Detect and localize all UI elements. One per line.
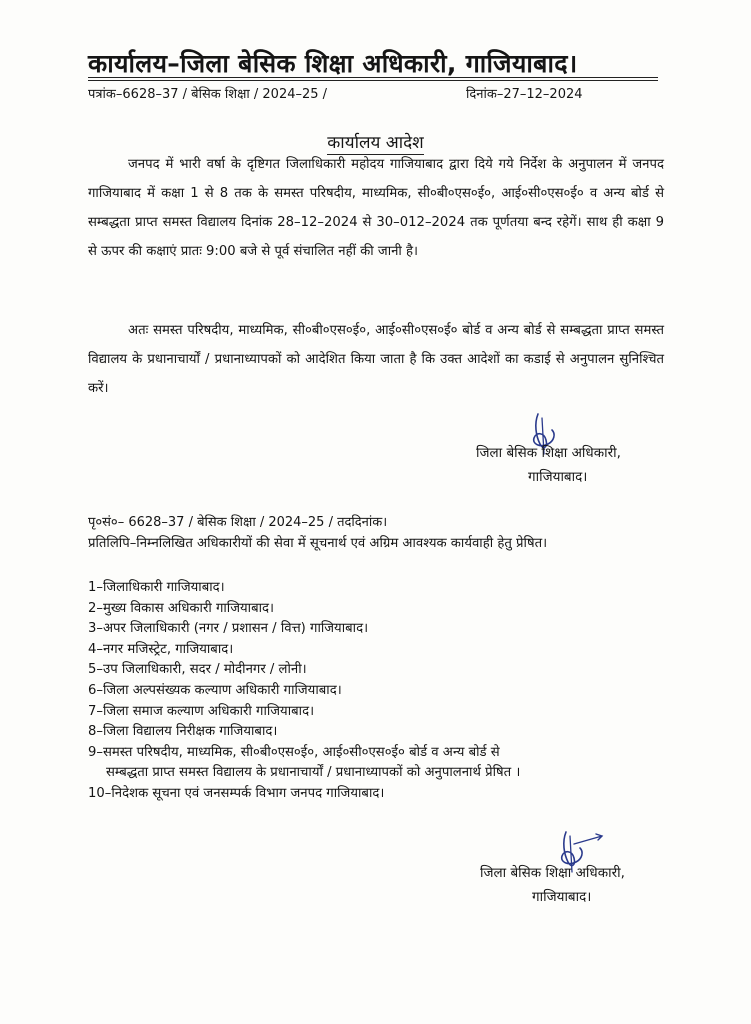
list-item: 5–उप जिलाधिकारी, सदर / मोदीनगर / लोनी। [88, 662, 307, 678]
list-item: 1–जिलाधिकारी गाजियाबाद। [88, 580, 225, 595]
list-item-line-1: 9–समस्त परिषदीय, माध्यमिक, सी०बी०एस०ई०, आई०सी०एस०ई० बोर्ड व अन्य बोर्ड से [88, 744, 500, 760]
list-item: 7–जिला समाज कल्याण अधिकारी गाजियाबाद। [88, 703, 315, 719]
list-item: 3–अपर जिलाधिकारी (नगर / प्रशासन / वित्त) गाजियाबाद। [88, 621, 369, 637]
list-item: 6–जिला अल्पसंख्यक कल्याण अधिकारी गाजियाबाद। [88, 682, 342, 698]
signatory-place: गाजियाबाद। [532, 889, 592, 905]
order-paragraph-2-text: अतः समस्त परिषदीय, माध्यमिक, सी०बी०एस०ई०, आई०सी०एस०ई० बोर्ड व अन्य बोर्ड से सम्बद्धता प्राप्त समस्त विद्यालय के प्रधानाचार्यों / प्रधानाध्यापकों को आदेशित किया जाता है कि उक्त आदेशों का कडाई से अनुपालन सुनिश्चित करें। [88, 323, 664, 396]
copy-reference-line: पृ०सं०– 6628–37 / बेसिक शिक्षा / 2024–25 / तददिनांक। [88, 515, 388, 530]
list-item: 4–नगर मजिस्ट्रेट, गाजियाबाद। [88, 641, 234, 657]
order-title: कार्यालय आदेश [327, 133, 424, 153]
letter-number: पत्रांक–6628–37 / बेसिक शिक्षा / 2024–25 / [88, 87, 328, 102]
header-rule-bottom [88, 80, 658, 81]
list-item: 8–जिला विद्यालय निरीक्षक गाजियाबाद। [88, 724, 278, 740]
list-item-line-2: सम्बद्धता प्राप्त समस्त विद्यालय के प्रधानाचार्यों / प्रधानाध्यापकों को अनुपालनार्थ प्रेषित । [106, 765, 521, 781]
reference-line [88, 84, 661, 102]
copy-intro: प्रतिलिपि–निम्नलिखित अधिकारीयों की सेवा में सूचनार्थ एवं अग्रिम आवश्यक कार्यवाही हेतु प्रेषित। [88, 536, 548, 551]
signature-block-2 [480, 861, 625, 909]
letter-date: दिनांक–27–12–2024 [466, 87, 583, 102]
list-item [88, 743, 668, 784]
signatory-place: गाजियाबाद। [528, 469, 588, 485]
signature-block-1 [476, 441, 621, 489]
list-item: 2–मुख्य विकास अधिकारी गाजियाबाद। [88, 600, 275, 616]
signatory-designation: जिला बेसिक शिक्षा अधिकारी, [476, 445, 621, 461]
header-rule-top [88, 77, 658, 78]
office-title: कार्यालय–जिला बेसिक शिक्षा अधिकारी, गाजियाबाद। [88, 49, 578, 78]
order-paragraph-1 [88, 150, 664, 266]
signatory-designation: जिला बेसिक शिक्षा अधिकारी, [480, 865, 625, 881]
list-item: 10–निदेशक सूचना एवं जनसम्पर्क विभाग जनपद गाजियाबाद। [88, 785, 385, 801]
order-paragraph-2 [88, 316, 664, 403]
copy-recipients-list [88, 578, 668, 805]
order-paragraph-1-text: जनपद में भारी वर्षा के दृष्टिगत जिलाधिकारी महोदय गाजियाबाद द्वारा दिये गये निर्देश के अनुपालन में जनपद गाजियाबाद में कक्षा 1 से 8 तक के समस्त परिषदीय, माध्यमिक, सी०बी०एस०ई०, आई०सी०एस०ई० व अन्य बोर्ड से सम्बद्धता प्राप्त समस्त विद्यालय दिनांक 28–12–2024 से 30–012–2024 तक पूर्णतया बन्द रहेगें। साथ ही कक्षा 9 से ऊपर की कक्षाएं प्रातः 9:00 बजे से पूर्व संचालित नहीं की जानी है। [88, 157, 664, 259]
